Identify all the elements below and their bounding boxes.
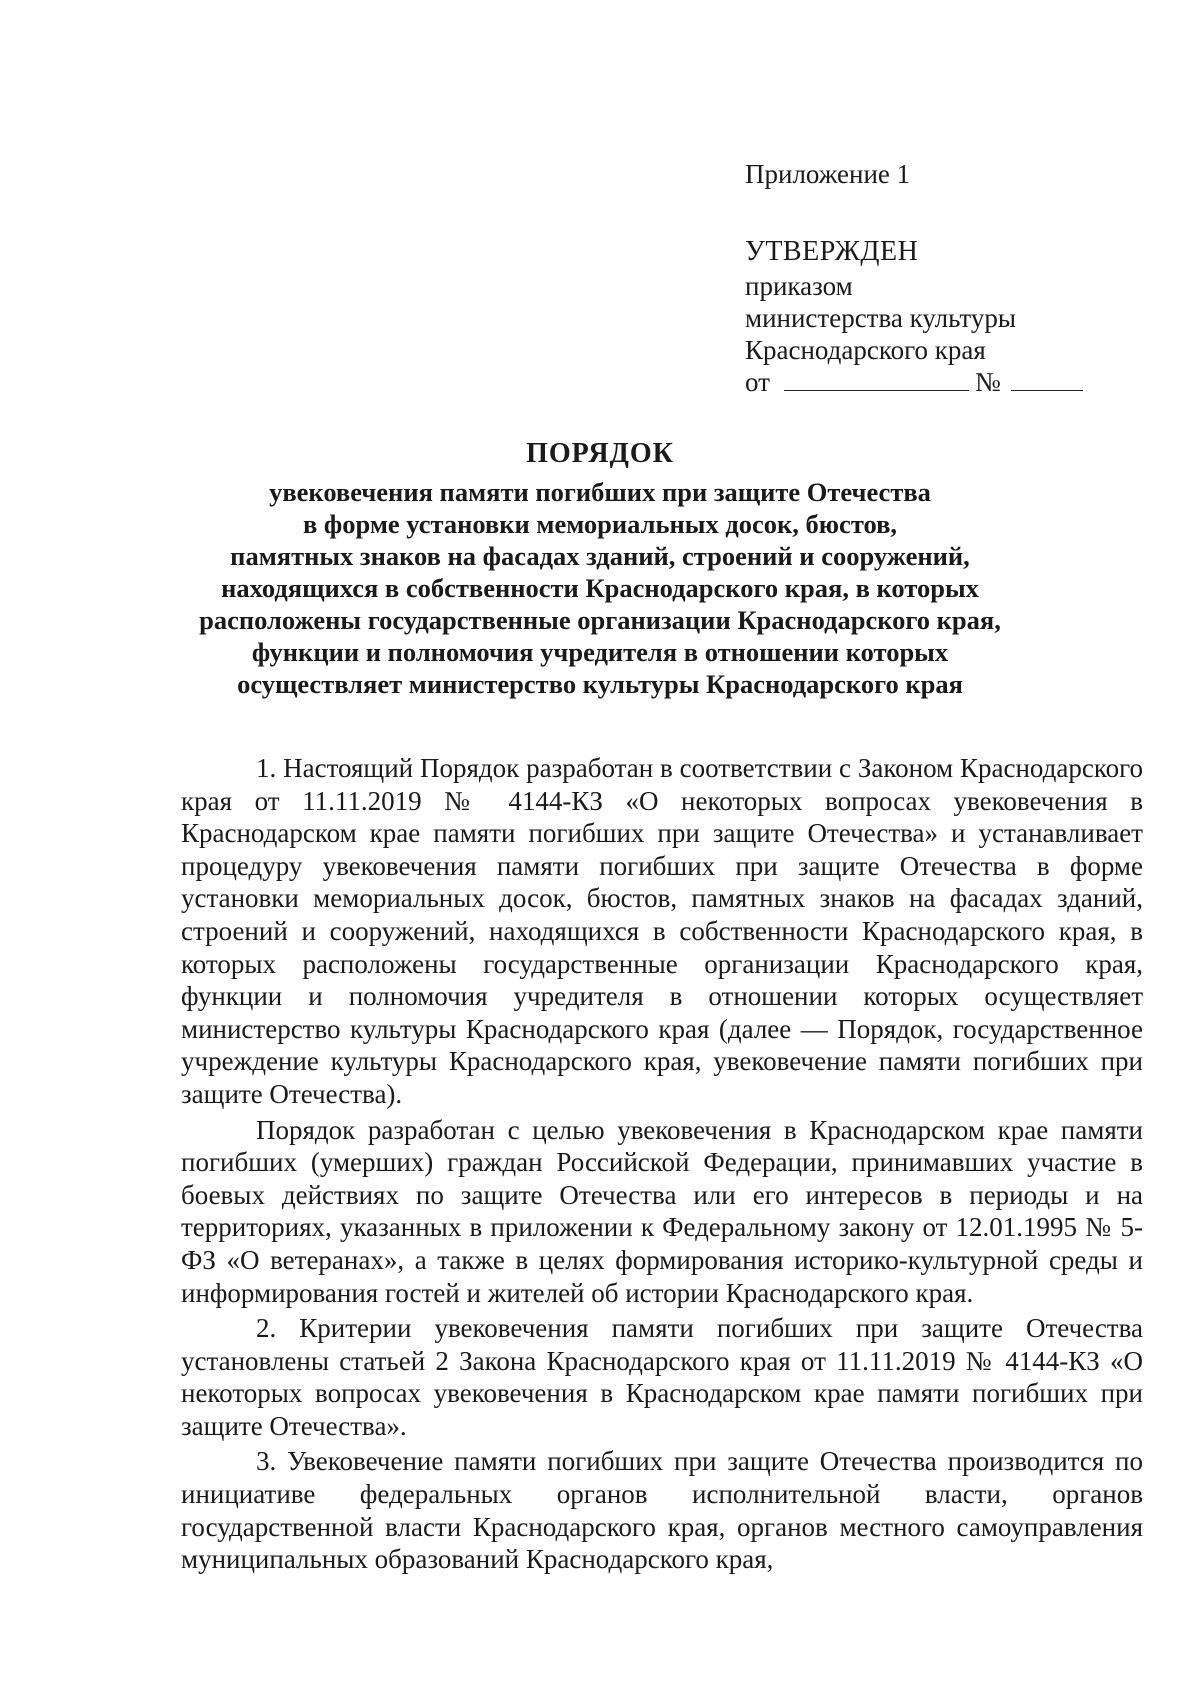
- document-title: [140, 438, 1060, 700]
- number-sign: №: [974, 367, 1001, 397]
- approval-line: приказом: [745, 271, 853, 301]
- paragraph-3: 3. Увековечение памяти погибших при защите Отечества производится по инициативе федеральных органов исполнительной власти, органов государственной власти Краснодарского края, органов местного самоуправления муниципальных образований Краснодарского края,: [181, 1446, 1143, 1575]
- title-line: находящихся в собственности Краснодарского края, в которых: [221, 573, 979, 603]
- date-prefix: от: [745, 367, 770, 397]
- approved-label: УТВЕРЖДЕН: [745, 236, 919, 267]
- approval-line: Краснодарского края: [745, 335, 986, 365]
- title-line: функции и полномочия учредителя в отношении которых: [251, 637, 949, 667]
- title-main: ПОРЯДОК: [526, 438, 674, 469]
- title-line: расположены государственные организации Краснодарского края,: [199, 605, 1001, 635]
- number-blank: [1011, 366, 1083, 391]
- approval-date-line: [745, 366, 1165, 398]
- approval-stamp: [745, 158, 1165, 398]
- paragraph-1: 1. Настоящий Порядок разработан в соответствии с Законом Краснодарского края от 11.11.2019 № 4144-КЗ «О некоторых вопросах увековечения в Краснодарском крае памяти погибших при защите Отечества» и устанавливает процедуру увековечения памяти погибших при защите Отечества в форме установки мемориальных досок, бюстов, памятных знаков на фасадах зданий, строений и сооружений, находящихся в собственности Краснодарского края, в которых расположены государственные организации Краснодарского края, функции и полномочия учредителя в отношении которых осуществляет министерство культуры Краснодарского края (далее — Порядок, государственное учреждение культуры Краснодарского края, увековечение памяти погибших при защите Отечества).: [181, 753, 1143, 1109]
- paragraph-2: 2. Критерии увековечения памяти погибших при защите Отечества установлены статьей 2 Закона Краснодарского края от 11.11.2019 № 4144-КЗ «О некоторых вопросах увековечения в Краснодарском крае памяти погибших при защите Отечества».: [181, 1313, 1143, 1441]
- title-line: увековечения памяти погибших при защите Отечества: [269, 477, 931, 507]
- approval-line: министерства культуры: [745, 303, 1017, 333]
- date-blank: [784, 366, 969, 391]
- annex-label: Приложение 1: [745, 159, 911, 189]
- title-line: осуществляет министерство культуры Краснодарского края: [237, 669, 963, 699]
- title-line: в форме установки мемориальных досок, бюстов,: [302, 509, 898, 539]
- document-body: [181, 752, 1143, 1579]
- paragraph-1-continued: Порядок разработан с целью увековечения в Краснодарском крае памяти погибших (умерших) граждан Российской Федерации, принимавших участие в боевых действиях по защите Отечества или его интересов в периоды и на территориях, указанных в приложении к Федеральному закону от 12.01.1995 № 5-ФЗ «О ветеранах», а также в целях формирования историко-культурной среды и информирования гостей и жителей об истории Краснодарского края.: [181, 1114, 1143, 1308]
- title-line: памятных знаков на фасадах зданий, строений и сооружений,: [230, 541, 970, 571]
